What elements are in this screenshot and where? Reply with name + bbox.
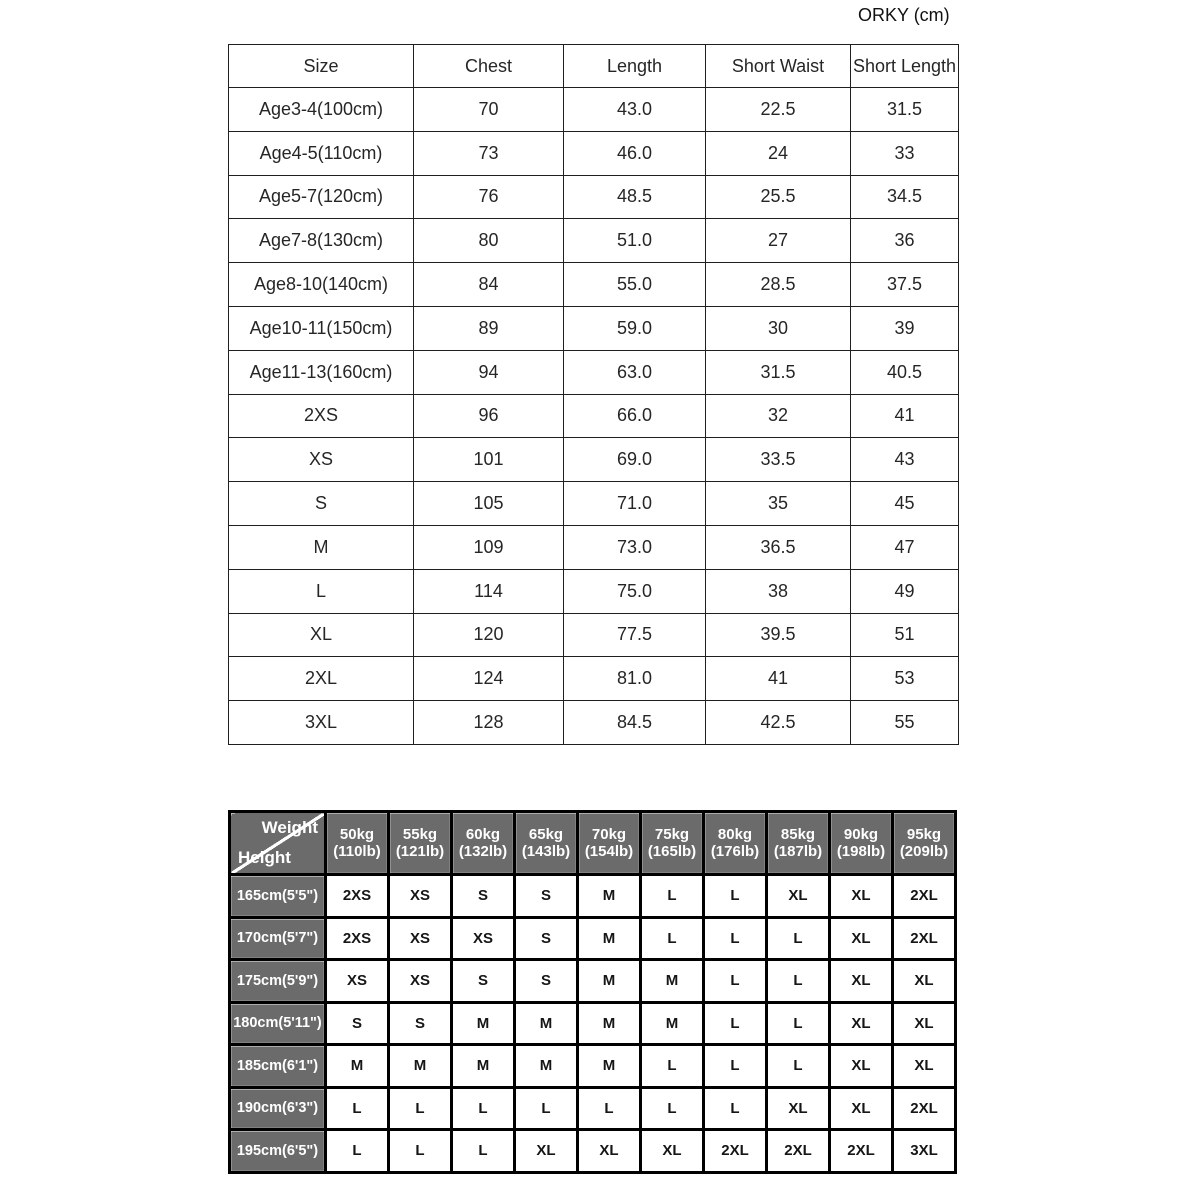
measurement-cell: 69.0 bbox=[564, 438, 706, 482]
recommended-size-cell: XL bbox=[893, 1002, 956, 1045]
recommended-size-cell: XL bbox=[578, 1130, 641, 1173]
recommended-size-cell: S bbox=[452, 960, 515, 1003]
measurement-cell: 124 bbox=[414, 657, 564, 701]
recommended-size-cell: L bbox=[389, 1087, 452, 1130]
recommended-size-cell: L bbox=[641, 917, 704, 960]
recommended-size-cell: XL bbox=[641, 1130, 704, 1173]
measurement-cell: 41 bbox=[851, 394, 959, 438]
measurement-cell: 71.0 bbox=[564, 482, 706, 526]
recommended-size-cell: XS bbox=[389, 960, 452, 1003]
fit-table-row bbox=[230, 875, 956, 918]
weight-lb-label: (165lb) bbox=[647, 843, 697, 860]
measurement-cell: 32 bbox=[706, 394, 851, 438]
recommended-size-cell: 2XL bbox=[893, 917, 956, 960]
weight-lb-label: (154lb) bbox=[584, 843, 634, 860]
measurement-cell: 109 bbox=[414, 525, 564, 569]
size-chart-body bbox=[229, 88, 959, 745]
measurement-cell: 38 bbox=[706, 569, 851, 613]
weight-lb-label: (187lb) bbox=[773, 843, 823, 860]
recommended-size-cell: L bbox=[578, 1087, 641, 1130]
recommended-size-cell: 2XS bbox=[326, 875, 389, 918]
measurement-cell: 46.0 bbox=[564, 131, 706, 175]
measurement-cell: 101 bbox=[414, 438, 564, 482]
measurement-cell: 39.5 bbox=[706, 613, 851, 657]
weight-lb-label: (209lb) bbox=[899, 843, 949, 860]
measurement-cell: 43.0 bbox=[564, 88, 706, 132]
measurement-cell: 76 bbox=[414, 175, 564, 219]
weight-kg-label: 85kg bbox=[780, 825, 816, 843]
size-label-cell: 3XL bbox=[229, 701, 414, 745]
recommended-size-cell: L bbox=[641, 875, 704, 918]
weight-kg-label: 50kg bbox=[339, 825, 375, 843]
measurement-cell: 37.5 bbox=[851, 263, 959, 307]
recommended-size-cell: XL bbox=[767, 875, 830, 918]
measurement-cell: 31.5 bbox=[706, 350, 851, 394]
measurement-cell: 36 bbox=[851, 219, 959, 263]
weight-header-cell bbox=[830, 812, 893, 875]
size-table-row bbox=[229, 88, 959, 132]
measurement-cell: 63.0 bbox=[564, 350, 706, 394]
fit-chart-table bbox=[228, 810, 957, 1174]
measurement-cell: 33 bbox=[851, 131, 959, 175]
size-label-cell: Age10-11(150cm) bbox=[229, 306, 414, 350]
measurement-cell: 48.5 bbox=[564, 175, 706, 219]
recommended-size-cell: L bbox=[767, 1002, 830, 1045]
weight-height-corner-cell bbox=[230, 812, 326, 875]
recommended-size-cell: L bbox=[326, 1087, 389, 1130]
recommended-size-cell: M bbox=[578, 960, 641, 1003]
size-label-cell: 2XL bbox=[229, 657, 414, 701]
measurement-cell: 70 bbox=[414, 88, 564, 132]
recommended-size-cell: XS bbox=[389, 875, 452, 918]
size-chart-header bbox=[229, 45, 959, 88]
fit-table-header-row bbox=[230, 812, 956, 875]
recommended-size-cell: S bbox=[452, 875, 515, 918]
recommended-size-cell: M bbox=[641, 1002, 704, 1045]
recommended-size-cell: L bbox=[389, 1130, 452, 1173]
measurement-cell: 80 bbox=[414, 219, 564, 263]
fit-table-row bbox=[230, 1087, 956, 1130]
measurement-cell: 36.5 bbox=[706, 525, 851, 569]
weight-lb-label: (132lb) bbox=[458, 843, 508, 860]
weight-lb-label: (110lb) bbox=[333, 843, 381, 860]
measurement-cell: 27 bbox=[706, 219, 851, 263]
size-table-row bbox=[229, 701, 959, 745]
measurement-cell: 81.0 bbox=[564, 657, 706, 701]
weight-header-cell bbox=[578, 812, 641, 875]
size-chart-table bbox=[228, 44, 959, 745]
size-table-row bbox=[229, 263, 959, 307]
weight-header-cell bbox=[767, 812, 830, 875]
measurement-cell: 66.0 bbox=[564, 394, 706, 438]
recommended-size-cell: S bbox=[515, 960, 578, 1003]
weight-header-cell bbox=[641, 812, 704, 875]
measurement-cell: 73 bbox=[414, 131, 564, 175]
recommended-size-cell: M bbox=[389, 1045, 452, 1088]
recommended-size-cell: 2XS bbox=[326, 917, 389, 960]
recommended-size-cell: M bbox=[452, 1002, 515, 1045]
measurement-cell: 84.5 bbox=[564, 701, 706, 745]
weight-lb-label: (198lb) bbox=[836, 843, 886, 860]
weight-header-cell bbox=[704, 812, 767, 875]
recommended-size-cell: 2XL bbox=[893, 1087, 956, 1130]
weight-kg-label: 60kg bbox=[465, 825, 501, 843]
recommended-size-cell: M bbox=[326, 1045, 389, 1088]
weight-header-cell bbox=[389, 812, 452, 875]
recommended-size-cell: L bbox=[767, 917, 830, 960]
measurement-cell: 39 bbox=[851, 306, 959, 350]
weight-kg-label: 70kg bbox=[591, 825, 627, 843]
size-label-cell: Age3-4(100cm) bbox=[229, 88, 414, 132]
measurement-cell: 55 bbox=[851, 701, 959, 745]
weight-kg-label: 55kg bbox=[402, 825, 438, 843]
recommended-size-cell: L bbox=[641, 1045, 704, 1088]
measurement-cell: 77.5 bbox=[564, 613, 706, 657]
recommended-size-cell: S bbox=[389, 1002, 452, 1045]
weight-header-cell bbox=[326, 812, 389, 875]
size-label-cell: Age4-5(110cm) bbox=[229, 131, 414, 175]
size-label-cell: Age5-7(120cm) bbox=[229, 175, 414, 219]
fit-table-row bbox=[230, 1130, 956, 1173]
measurement-cell: 30 bbox=[706, 306, 851, 350]
size-label-cell: XL bbox=[229, 613, 414, 657]
size-table-row bbox=[229, 394, 959, 438]
size-table-row bbox=[229, 219, 959, 263]
recommended-size-cell: L bbox=[704, 875, 767, 918]
measurement-cell: 49 bbox=[851, 569, 959, 613]
recommended-size-cell: L bbox=[452, 1087, 515, 1130]
recommended-size-cell: L bbox=[452, 1130, 515, 1173]
recommended-size-cell: XL bbox=[830, 917, 893, 960]
recommended-size-cell: 2XL bbox=[893, 875, 956, 918]
measurement-cell: 114 bbox=[414, 569, 564, 613]
measurement-cell: 75.0 bbox=[564, 569, 706, 613]
fit-table-row bbox=[230, 1045, 956, 1088]
measurement-cell: 22.5 bbox=[706, 88, 851, 132]
measurement-cell: 51 bbox=[851, 613, 959, 657]
height-label-cell: 195cm(6'5") bbox=[230, 1130, 326, 1173]
measurement-cell: 41 bbox=[706, 657, 851, 701]
size-table-header-cell: Length bbox=[564, 45, 706, 88]
measurement-cell: 73.0 bbox=[564, 525, 706, 569]
weight-kg-label: 75kg bbox=[654, 825, 690, 843]
recommended-size-cell: XL bbox=[830, 875, 893, 918]
size-table-row bbox=[229, 569, 959, 613]
recommended-size-cell: L bbox=[515, 1087, 578, 1130]
recommended-size-cell: L bbox=[641, 1087, 704, 1130]
recommended-size-cell: M bbox=[578, 917, 641, 960]
fit-table-row bbox=[230, 1002, 956, 1045]
height-label-cell: 190cm(6'3") bbox=[230, 1087, 326, 1130]
size-label-cell: Age11-13(160cm) bbox=[229, 350, 414, 394]
size-label-cell: S bbox=[229, 482, 414, 526]
fit-table-row bbox=[230, 960, 956, 1003]
recommended-size-cell: S bbox=[515, 917, 578, 960]
corner-height-label: Height bbox=[238, 848, 291, 867]
recommended-size-cell: XL bbox=[767, 1087, 830, 1130]
recommended-size-cell: L bbox=[326, 1130, 389, 1173]
fit-chart-body bbox=[230, 875, 956, 1173]
measurement-cell: 40.5 bbox=[851, 350, 959, 394]
size-table-row bbox=[229, 131, 959, 175]
measurement-cell: 53 bbox=[851, 657, 959, 701]
size-label-cell: XS bbox=[229, 438, 414, 482]
recommended-size-cell: M bbox=[515, 1045, 578, 1088]
recommended-size-cell: L bbox=[704, 960, 767, 1003]
weight-kg-label: 80kg bbox=[717, 825, 753, 843]
recommended-size-cell: S bbox=[515, 875, 578, 918]
corner-weight-label: Weight bbox=[261, 818, 318, 837]
size-table-row bbox=[229, 657, 959, 701]
height-label-cell: 165cm(5'5") bbox=[230, 875, 326, 918]
measurement-cell: 42.5 bbox=[706, 701, 851, 745]
recommended-size-cell: L bbox=[704, 917, 767, 960]
measurement-cell: 34.5 bbox=[851, 175, 959, 219]
recommended-size-cell: M bbox=[578, 1045, 641, 1088]
measurement-cell: 94 bbox=[414, 350, 564, 394]
size-table-header-row bbox=[229, 45, 959, 88]
size-table-row bbox=[229, 175, 959, 219]
size-table-row bbox=[229, 525, 959, 569]
size-table-row bbox=[229, 613, 959, 657]
recommended-size-cell: M bbox=[641, 960, 704, 1003]
recommended-size-cell: XL bbox=[830, 1045, 893, 1088]
size-label-cell: 2XS bbox=[229, 394, 414, 438]
fit-chart-header bbox=[230, 812, 956, 875]
measurement-cell: 120 bbox=[414, 613, 564, 657]
recommended-size-cell: 2XL bbox=[704, 1130, 767, 1173]
weight-header-cell bbox=[452, 812, 515, 875]
measurement-cell: 96 bbox=[414, 394, 564, 438]
measurement-cell: 28.5 bbox=[706, 263, 851, 307]
recommended-size-cell: L bbox=[767, 1045, 830, 1088]
size-table-row bbox=[229, 438, 959, 482]
recommended-size-cell: XL bbox=[893, 1045, 956, 1088]
recommended-size-cell: XS bbox=[326, 960, 389, 1003]
size-table-header-cell: Size bbox=[229, 45, 414, 88]
recommended-size-cell: XL bbox=[830, 960, 893, 1003]
recommended-size-cell: XL bbox=[893, 960, 956, 1003]
unit-label: ORKY (cm) bbox=[858, 5, 950, 25]
recommended-size-cell: 2XL bbox=[767, 1130, 830, 1173]
size-table-row bbox=[229, 350, 959, 394]
measurement-cell: 84 bbox=[414, 263, 564, 307]
recommended-size-cell: M bbox=[578, 875, 641, 918]
measurement-cell: 25.5 bbox=[706, 175, 851, 219]
measurement-cell: 128 bbox=[414, 701, 564, 745]
measurement-cell: 55.0 bbox=[564, 263, 706, 307]
height-label-cell: 175cm(5'9") bbox=[230, 960, 326, 1003]
measurement-cell: 35 bbox=[706, 482, 851, 526]
recommended-size-cell: S bbox=[326, 1002, 389, 1045]
height-label-cell: 180cm(5'11") bbox=[230, 1002, 326, 1045]
recommended-size-cell: M bbox=[578, 1002, 641, 1045]
size-label-cell: L bbox=[229, 569, 414, 613]
size-table-header-cell: Chest bbox=[414, 45, 564, 88]
size-label-cell: Age7-8(130cm) bbox=[229, 219, 414, 263]
weight-kg-label: 95kg bbox=[906, 825, 942, 843]
measurement-cell: 47 bbox=[851, 525, 959, 569]
measurement-cell: 105 bbox=[414, 482, 564, 526]
size-table-header-cell: Short Waist bbox=[706, 45, 851, 88]
weight-lb-label: (143lb) bbox=[521, 843, 571, 860]
size-table-header-cell: Short Length bbox=[851, 45, 959, 88]
recommended-size-cell: L bbox=[704, 1002, 767, 1045]
size-label-cell: Age8-10(140cm) bbox=[229, 263, 414, 307]
weight-lb-label: (176lb) bbox=[710, 843, 760, 860]
measurement-cell: 31.5 bbox=[851, 88, 959, 132]
weight-kg-label: 65kg bbox=[528, 825, 564, 843]
weight-lb-label: (121lb) bbox=[395, 843, 445, 860]
height-label-cell: 170cm(5'7") bbox=[230, 917, 326, 960]
height-label-cell: 185cm(6'1") bbox=[230, 1045, 326, 1088]
recommended-size-cell: 2XL bbox=[830, 1130, 893, 1173]
recommended-size-cell: 3XL bbox=[893, 1130, 956, 1173]
recommended-size-cell: XL bbox=[515, 1130, 578, 1173]
recommended-size-cell: L bbox=[767, 960, 830, 1003]
measurement-cell: 24 bbox=[706, 131, 851, 175]
recommended-size-cell: XS bbox=[452, 917, 515, 960]
recommended-size-cell: XL bbox=[830, 1002, 893, 1045]
recommended-size-cell: L bbox=[704, 1045, 767, 1088]
recommended-size-cell: M bbox=[452, 1045, 515, 1088]
recommended-size-cell: XL bbox=[830, 1087, 893, 1130]
weight-kg-label: 90kg bbox=[843, 825, 879, 843]
measurement-cell: 33.5 bbox=[706, 438, 851, 482]
size-table-row bbox=[229, 306, 959, 350]
measurement-cell: 43 bbox=[851, 438, 959, 482]
weight-header-cell bbox=[515, 812, 578, 875]
recommended-size-cell: M bbox=[515, 1002, 578, 1045]
fit-table-row bbox=[230, 917, 956, 960]
recommended-size-cell: XS bbox=[389, 917, 452, 960]
measurement-cell: 45 bbox=[851, 482, 959, 526]
weight-header-cell bbox=[893, 812, 956, 875]
size-table-row bbox=[229, 482, 959, 526]
size-label-cell: M bbox=[229, 525, 414, 569]
measurement-cell: 59.0 bbox=[564, 306, 706, 350]
recommended-size-cell: L bbox=[704, 1087, 767, 1130]
measurement-cell: 51.0 bbox=[564, 219, 706, 263]
measurement-cell: 89 bbox=[414, 306, 564, 350]
